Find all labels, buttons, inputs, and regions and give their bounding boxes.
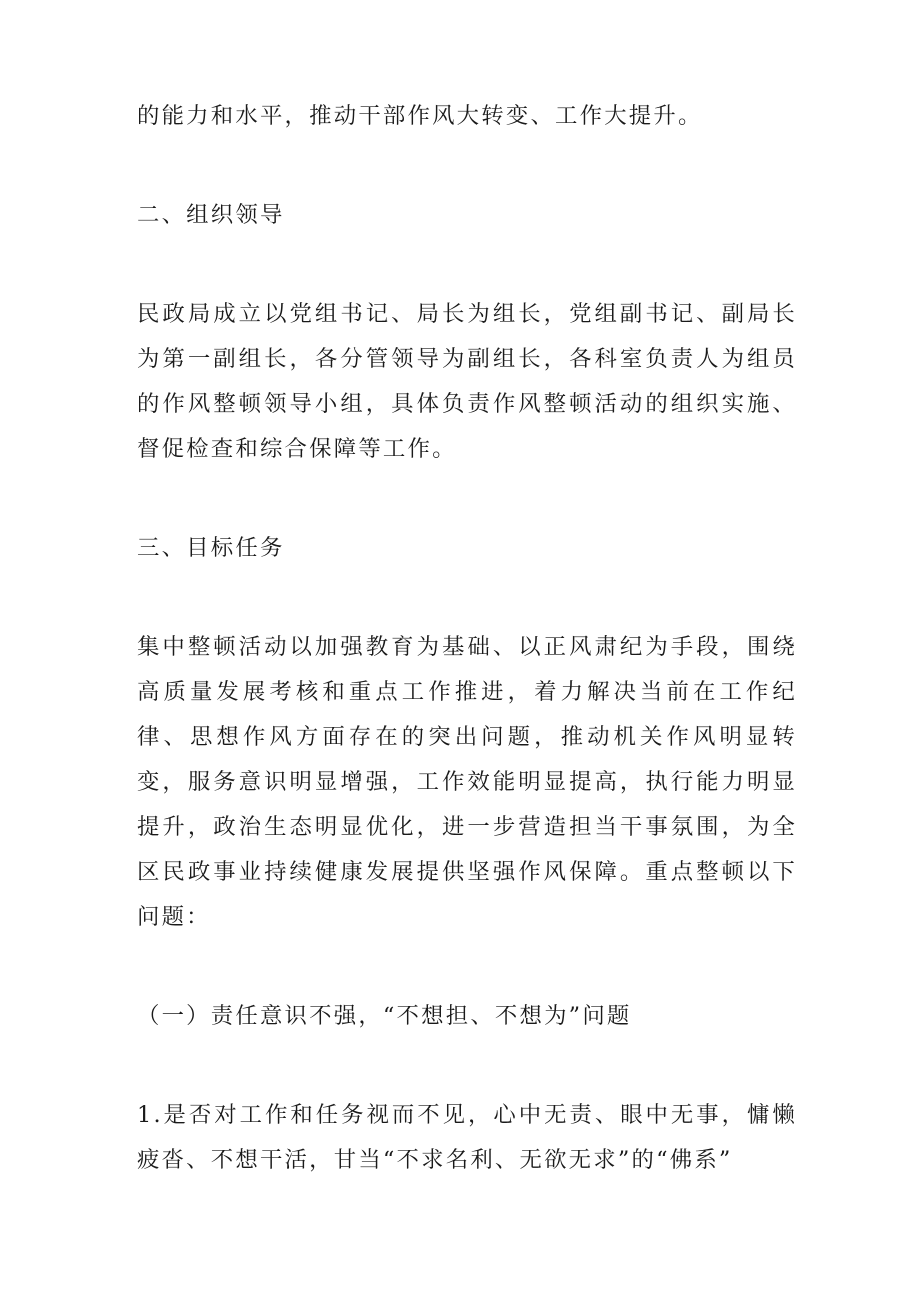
section-heading-goals: 三、目标任务 <box>137 535 285 561</box>
paragraph-goals: 集中整顿活动以加强教育为基础、以正风肃纪为手段，围绕高质量发展考核和重点工作推进，着力解决当前在工作纪律、思想作风方面存在的突出问题，推动机关作风明显转变，服务意识明显增强，工作效能明显提高，执行能力明显提升，政治生态明显优化，进一步营造担当干事氛围，为全区民政事业持续健康发展提供坚强作风保障。重点整顿以下问题： <box>137 634 797 930</box>
list-item-1: 1.是否对工作和任务视而不见，心中无责、眼中无事，慵懒疲沓、不想干活，甘当“不求名利、无欲无求”的“佛系” <box>137 1102 797 1173</box>
paragraph-continuation: 的能力和水平，推动干部作风大转变、工作大提升。 <box>137 103 703 129</box>
section-heading-organization: 二、组织领导 <box>137 202 285 228</box>
paragraph-organization: 民政局成立以党组书记、局长为组长，党组副书记、副局长为第一副组长，各分管领导为副组长，各科室负责人为组员的作风整顿领导小组，具体负责作风整顿活动的组织实施、督促检查和综合保障等工作。 <box>137 301 797 462</box>
subsection-heading-responsibility: （一）责任意识不强，“不想担、不想为”问题 <box>137 1003 632 1029</box>
document-body <box>137 94 797 1183</box>
